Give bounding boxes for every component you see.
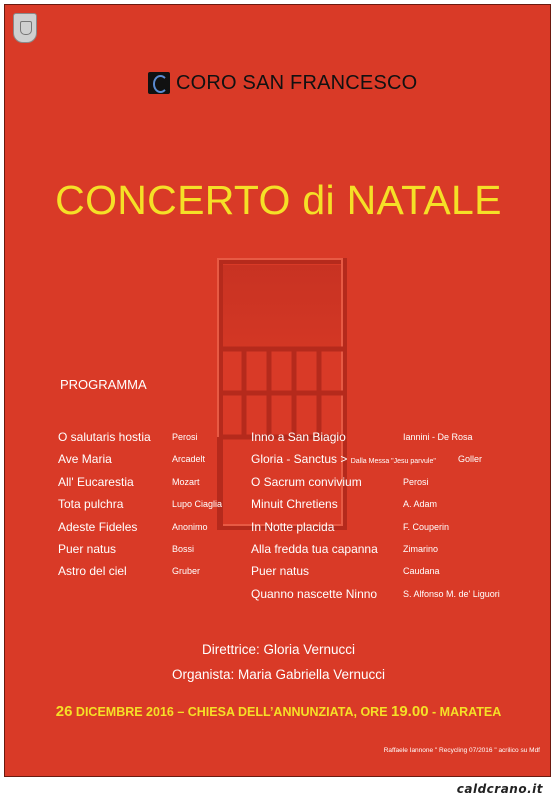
program-item-composer: Lupo Ciaglia — [172, 499, 223, 510]
event-day: 26 — [55, 703, 73, 720]
program-item-composer: Mozart — [172, 476, 200, 487]
choir-logo-icon — [148, 72, 170, 94]
program-item-title: Minuit Chretiens — [251, 497, 338, 512]
program-heading: PROGRAMMA — [60, 377, 147, 392]
program-item-title: O Sacrum convivium — [251, 474, 362, 489]
program-item-title: In Notte placida — [251, 519, 335, 534]
program-item-title: Ave Maria — [58, 452, 112, 467]
program-item-composer: Perosi — [403, 476, 429, 487]
left-titles — [58, 426, 151, 583]
program-item-composer: F. Couperin — [403, 521, 450, 532]
credits — [5, 637, 551, 687]
program-item-composer: Goller — [458, 454, 483, 465]
concert-title: CONCERTO di NATALE — [55, 177, 502, 223]
right-composers — [403, 426, 500, 605]
director-credit: Direttrice: Gloria Vernucci — [201, 642, 356, 657]
program-item-title: Astro del ciel — [58, 564, 127, 579]
choir-header — [148, 70, 417, 96]
program-item-title: Alla fredda tua capanna — [251, 541, 378, 556]
crest-icon — [13, 13, 37, 43]
program-item-title: Inno a San Biagio — [251, 430, 346, 444]
program-item-composer: Gruber — [172, 566, 201, 577]
concert-poster — [4, 4, 551, 777]
program-item-composer: A. Adam — [403, 499, 438, 510]
watermark: caldcrano.it — [456, 782, 543, 796]
event-city: - MARATEA — [428, 705, 502, 719]
program-item-title: Puer natus — [58, 541, 117, 556]
program-item-title: Gloria - Sanctus > — [251, 452, 348, 467]
program-item-composer: Perosi — [172, 432, 198, 442]
event-time: 19.00 — [391, 703, 429, 720]
program-item-title: Puer natus — [251, 564, 310, 579]
program-item-composer: Bossi — [172, 543, 195, 554]
program-item-composer: S. Alfonso M. de' Liguori — [403, 588, 500, 599]
left-composers — [172, 426, 222, 583]
program-item-title: All' Eucarestia — [58, 474, 134, 489]
program-item-title: Adeste Fideles — [58, 519, 138, 534]
choir-name: CORO SAN FRANCESCO — [176, 71, 418, 94]
event-date-venue: DICEMBRE 2016 – CHIESA DELL’ANNUNZIATA, ORE — [72, 705, 391, 719]
event-details — [5, 703, 551, 720]
program-item-note: Dalla Messa "Jesu parvule" — [350, 458, 436, 466]
program-item-title: O salutaris hostia — [58, 430, 151, 444]
program-item-title: Tota pulchra — [58, 497, 124, 512]
program-item-title: Quanno nascette Ninno — [251, 586, 378, 601]
program-item-composer: Arcadelt — [172, 454, 206, 465]
artist-note: Raffaele Iannone " Recycling 07/2016 " acrilico su Mdf — [383, 747, 540, 754]
program-item-composer: Iannini - De Rosa — [403, 432, 473, 442]
program-item-composer: Zimarino — [403, 543, 439, 554]
program-item-composer: Caudana — [403, 566, 440, 577]
program-item-composer: Anonimo — [172, 521, 208, 532]
organist-credit: Organista: Maria Gabriella Vernucci — [171, 667, 386, 682]
